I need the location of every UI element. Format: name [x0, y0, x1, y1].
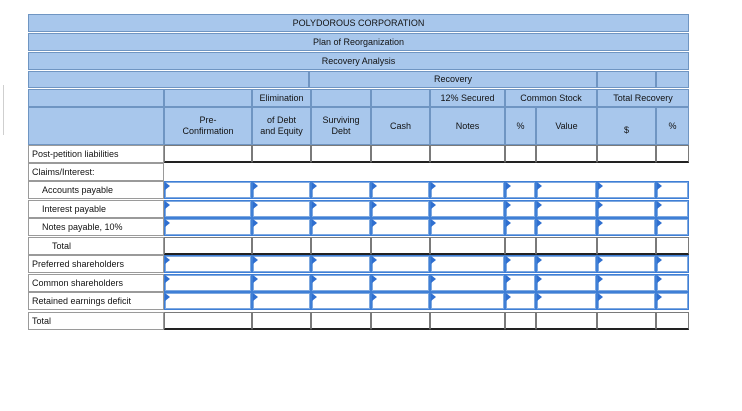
- amount-input-cell[interactable]: [536, 237, 597, 255]
- plan-title: Plan of Reorganization: [28, 33, 689, 51]
- amount-input-cell[interactable]: [430, 292, 505, 310]
- total-recovery-header: Total Recovery: [597, 89, 689, 107]
- amount-input-cell[interactable]: [656, 200, 689, 218]
- amount-input-cell[interactable]: [505, 200, 536, 218]
- amount-input-cell[interactable]: [656, 145, 689, 163]
- row-label: Post-petition liabilities: [28, 145, 164, 163]
- row-label: Claims/Interest:: [28, 163, 164, 181]
- amount-input-cell[interactable]: [252, 145, 311, 163]
- total-pct-header: %: [656, 107, 689, 145]
- amount-input-cell[interactable]: [536, 181, 597, 199]
- row-label: Total: [28, 237, 164, 255]
- amount-input-cell[interactable]: [164, 145, 252, 163]
- amount-input-cell[interactable]: [505, 274, 536, 292]
- amount-input-cell[interactable]: [371, 255, 430, 273]
- header-blank-4: [371, 89, 430, 107]
- pre-confirmation-header: Pre- Confirmation: [164, 107, 252, 145]
- surviving-debt-header: Surviving Debt: [311, 107, 371, 145]
- amount-input-cell[interactable]: [252, 218, 311, 236]
- amount-input-cell[interactable]: [311, 218, 371, 236]
- total-dollar-header: $: [597, 107, 656, 145]
- amount-input-cell[interactable]: [311, 200, 371, 218]
- stock-pct-header: %: [505, 107, 536, 145]
- amount-input-cell[interactable]: [371, 181, 430, 199]
- amount-input-cell[interactable]: [311, 237, 371, 255]
- row-label: Interest payable: [28, 200, 164, 218]
- amount-input-cell[interactable]: [311, 181, 371, 199]
- row-label: Notes payable, 10%: [28, 218, 164, 236]
- amount-input-cell[interactable]: [505, 145, 536, 163]
- row-label: Total: [28, 312, 164, 330]
- company-title: POLYDOROUS CORPORATION: [28, 14, 689, 32]
- amount-input-cell[interactable]: [311, 255, 371, 273]
- recovery-band-left: [28, 71, 309, 88]
- recovery-band-right: [656, 71, 689, 88]
- amount-input-cell[interactable]: [597, 200, 656, 218]
- amount-input-cell[interactable]: [252, 274, 311, 292]
- recovery-band-mid: [597, 71, 656, 88]
- row-label: Accounts payable: [28, 181, 164, 199]
- amount-input-cell[interactable]: [430, 237, 505, 255]
- amount-input-cell[interactable]: [656, 312, 689, 330]
- amount-input-cell[interactable]: [505, 181, 536, 199]
- amount-input-cell[interactable]: [536, 274, 597, 292]
- notes-header: Notes: [430, 107, 505, 145]
- amount-input-cell[interactable]: [164, 181, 252, 199]
- amount-input-cell[interactable]: [656, 218, 689, 236]
- amount-input-cell[interactable]: [505, 218, 536, 236]
- amount-input-cell[interactable]: [597, 274, 656, 292]
- amount-input-cell[interactable]: [430, 218, 505, 236]
- amount-input-cell[interactable]: [371, 200, 430, 218]
- amount-input-cell[interactable]: [597, 312, 656, 330]
- elimination-header: Elimination: [252, 89, 311, 107]
- header-blank-2: [164, 89, 252, 107]
- amount-input-cell[interactable]: [371, 218, 430, 236]
- amount-input-cell[interactable]: [430, 145, 505, 163]
- amount-input-cell[interactable]: [536, 218, 597, 236]
- amount-input-cell[interactable]: [597, 218, 656, 236]
- amount-input-cell[interactable]: [252, 237, 311, 255]
- amount-input-cell[interactable]: [536, 292, 597, 310]
- amount-input-cell[interactable]: [430, 312, 505, 330]
- amount-input-cell[interactable]: [164, 237, 252, 255]
- secured-header: 12% Secured: [430, 89, 505, 107]
- amount-input-cell[interactable]: [505, 237, 536, 255]
- amount-input-cell[interactable]: [430, 200, 505, 218]
- row-label: Common shareholders: [28, 274, 164, 292]
- amount-input-cell[interactable]: [252, 200, 311, 218]
- row-label: Preferred shareholders: [28, 255, 164, 273]
- amount-input-cell[interactable]: [164, 292, 252, 310]
- amount-input-cell[interactable]: [311, 292, 371, 310]
- stock-value-header: Value: [536, 107, 597, 145]
- amount-input-cell[interactable]: [311, 145, 371, 163]
- amount-input-cell[interactable]: [656, 237, 689, 255]
- amount-input-cell[interactable]: [430, 255, 505, 273]
- cash-header: Cash: [371, 107, 430, 145]
- amount-input-cell[interactable]: [164, 218, 252, 236]
- amount-input-cell[interactable]: [311, 312, 371, 330]
- recovery-label: Recovery: [309, 71, 597, 88]
- amount-input-cell[interactable]: [252, 312, 311, 330]
- amount-input-cell[interactable]: [536, 200, 597, 218]
- page-edge: [0, 85, 4, 135]
- amount-input-cell[interactable]: [371, 274, 430, 292]
- amount-input-cell[interactable]: [656, 255, 689, 273]
- amount-input-cell[interactable]: [164, 312, 252, 330]
- amount-input-cell[interactable]: [597, 145, 656, 163]
- amount-input-cell[interactable]: [656, 274, 689, 292]
- amount-input-cell[interactable]: [371, 292, 430, 310]
- header-blank-5: [28, 107, 164, 145]
- amount-input-cell[interactable]: [536, 312, 597, 330]
- amount-input-cell[interactable]: [536, 255, 597, 273]
- amount-input-cell[interactable]: [430, 274, 505, 292]
- amount-input-cell[interactable]: [505, 292, 536, 310]
- amount-input-cell[interactable]: [505, 312, 536, 330]
- header-blank-3: [311, 89, 371, 107]
- amount-input-cell[interactable]: [597, 292, 656, 310]
- amount-input-cell[interactable]: [430, 181, 505, 199]
- amount-input-cell[interactable]: [164, 274, 252, 292]
- amount-input-cell[interactable]: [252, 255, 311, 273]
- amount-input-cell[interactable]: [311, 274, 371, 292]
- amount-input-cell[interactable]: [252, 292, 311, 310]
- analysis-title: Recovery Analysis: [28, 52, 689, 70]
- amount-input-cell[interactable]: [371, 145, 430, 163]
- amount-input-cell[interactable]: [505, 255, 536, 273]
- amount-input-cell[interactable]: [597, 237, 656, 255]
- debt-equity-header: of Debt and Equity: [252, 107, 311, 145]
- amount-input-cell[interactable]: [164, 200, 252, 218]
- amount-input-cell[interactable]: [536, 145, 597, 163]
- amount-input-cell[interactable]: [597, 181, 656, 199]
- amount-input-cell[interactable]: [371, 312, 430, 330]
- amount-input-cell[interactable]: [371, 237, 430, 255]
- common-stock-header: Common Stock: [505, 89, 597, 107]
- row-label: Retained earnings deficit: [28, 292, 164, 310]
- amount-input-cell[interactable]: [252, 181, 311, 199]
- amount-input-cell[interactable]: [656, 292, 689, 310]
- amount-input-cell[interactable]: [597, 255, 656, 273]
- amount-input-cell[interactable]: [164, 255, 252, 273]
- header-blank-1: [28, 89, 164, 107]
- amount-input-cell[interactable]: [656, 181, 689, 199]
